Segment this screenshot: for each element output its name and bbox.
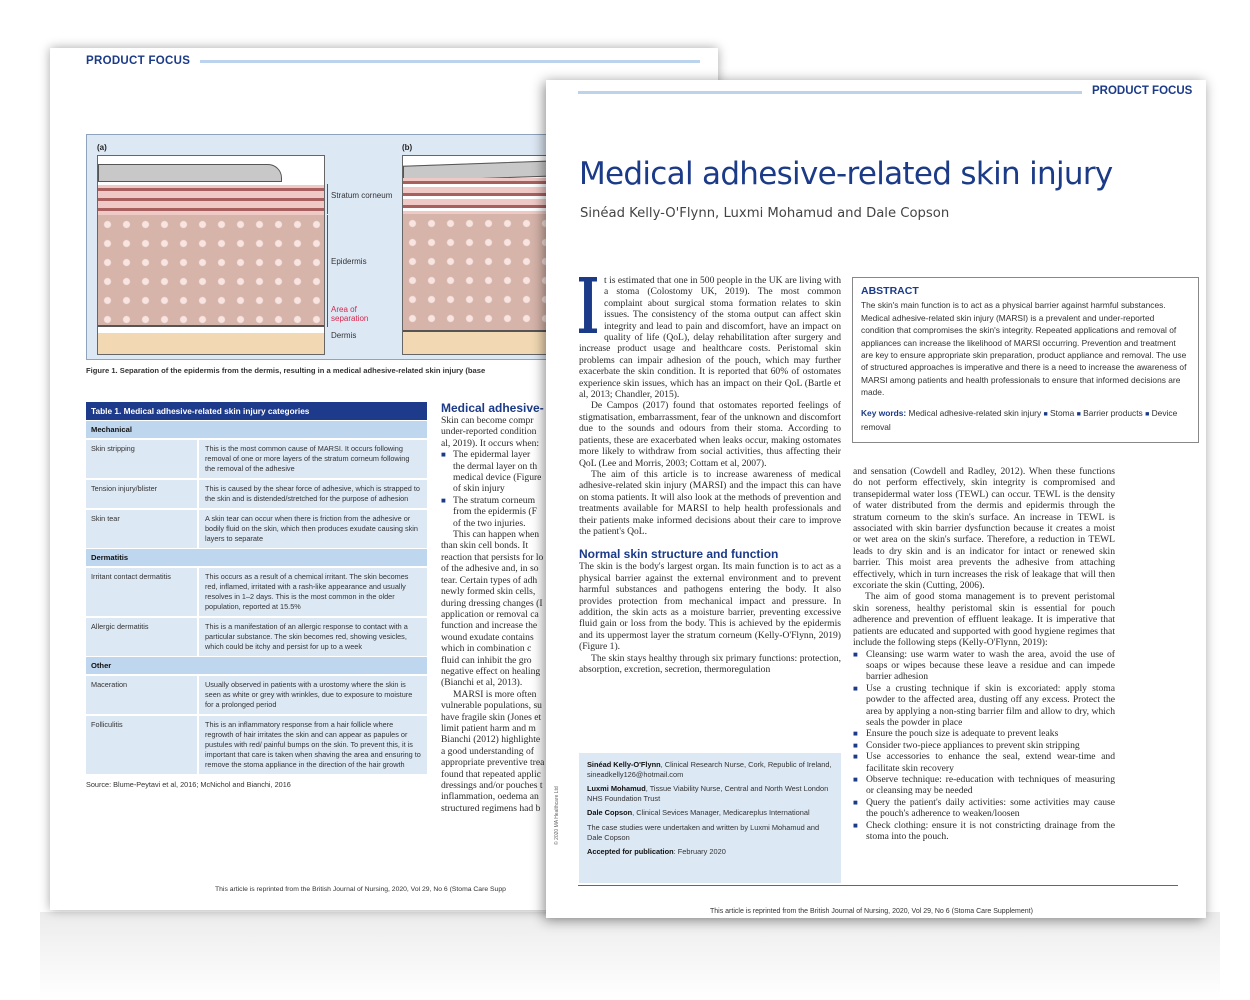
- table-category: Other: [86, 656, 427, 674]
- label-stratum-corneum: Stratum corneum: [331, 191, 393, 200]
- keywords: Key words: Medical adhesive-related skin injury ■ Stoma ■ Barrier products ■ Device removal: [861, 407, 1178, 433]
- table-row: Tension injury/blister This is caused by the shear force of adhesive, which is strapped to the skin and is distended/stretched for the purpose of adhesion: [86, 478, 427, 508]
- bullet-square-icon: ■: [1145, 410, 1150, 418]
- article-authors: Sinéad Kelly-O'Flynn, Luxmi Mohamud and Dale Copson: [580, 206, 950, 221]
- bullet-square-icon: ■: [853, 820, 858, 830]
- table-source: Source: Blume-Peytavi et al, 2016; McNichol and Bianchi, 2016: [86, 780, 291, 789]
- accepted-date: Accepted for publication: February 2020: [587, 847, 726, 857]
- bullet-item: ■ Consider two-piece appliances to prevent skin stripping: [853, 739, 1080, 751]
- front-column-1: [579, 275, 841, 675]
- table-row: Maceration Usually observed in patients with a urostomy where the skin is seen as white or grey with wrinkles, due to exposure to moisture for a prolonged period: [86, 674, 427, 714]
- table-title: Table 1. Medical adhesive-related skin injury categories: [86, 402, 427, 420]
- intro-text: [579, 275, 841, 537]
- bullet-item: ■ Query the patient's daily activities: some activities may cause the pouch's adherence to weaken/loosen: [853, 796, 1115, 820]
- article-title: Medical adhesive-related skin injury: [579, 156, 1113, 192]
- header-rule: [578, 91, 1082, 94]
- label-area-of-separation: Area of separation: [331, 305, 369, 323]
- body-text: The skin is the body's largest organ. Its main function is to act as a physical barrier against the external environment and to prevent harmful substances and pathogens entering the body. It also provides protection from mechanical impact and pressure. In addition, the skin acts as a moisture barrier, preventing excessive fluid gain or loss from the body. This is achieved by the epidermis and its uppermost layer the stratum corneum (Kelly-O'Flynn, 2019) (Figure 1). The skin stays healthy through six primary functions: protection, absorption, excretion, secretion, thermoregulation: [579, 561, 841, 675]
- author-entry: Luxmi Mohamud, Tissue Viability Nurse, Central and North West London NHS Foundation Trust: [587, 784, 829, 803]
- table-category: Dermatitis: [86, 548, 427, 566]
- bullet-item: ■ Cleansing: use warm water to wash the area, avoid the use of soaps or wipes because these leave a residue and can impede barrier adhesion: [853, 648, 1115, 683]
- body-text: Skin can become compr under-reported condition al, 2019). It occurs when: ■ The epidermal layer the dermal layer on th medical device (Figure of skin injury ■ The stratum corneum from the epidermis (F of the two injuries. This can happen when than skin cell bonds. It reaction that persists for lo of the adhesive and, in so tear. Certain types of adh newly formed skin cells, during dressing changes (I application or removal ca function and increase the wound exudate contains which in combination c fluid can inhibit the gro negative effect on healing (Bianchi et al, 2013). MARSI is more often vulnerable populations, su have fragile skin (Jones et limit patient harm and m Bianchi (2012) highlighte a good understanding of appropriate preventive trea found that repeated applic dressings and/or pouches t inflammation, oedema an structured regimens had b: [441, 415, 571, 814]
- panel-a-label: (a): [97, 143, 107, 152]
- table-row: Skin stripping This is the most common cause of MARSI. It occurs following removal of one or more layers of the stratum corneum following the removal of the adhesive: [86, 438, 427, 478]
- bullet-item: ■ Use accessories to enhance the seal, extend wear-time and facilitate skin recovery: [853, 751, 1115, 774]
- dropcap-letter: [579, 277, 597, 333]
- bullet-item: ■ The stratum corneum from the epidermis (F of the two injuries.: [441, 494, 537, 529]
- table-row: Allergic dermatitis This is a manifestation of an allergic response to contact with a particular substance. The skin becomes red, showing vesicles, which could be itchy and persist for up to a week: [86, 616, 427, 656]
- bullet-square-icon: ■: [853, 649, 858, 659]
- label-dermis: Dermis: [331, 331, 357, 340]
- bullet-item: ■ Observe technique: re-education with techniques of measuring or cleansing may be needed: [853, 773, 1115, 797]
- intro-paragraph: De Campos (2017) found that ostomates reported feelings of stigmatisation, embarrassment, fear of the unknown and discomfort due to the sounds and odours from their stoma. According to patients, these are exacerbated when leaks occur, making ostomates more likely to withdraw from social activities, thus affecting their QoL (Lee and Morris, 2003; Cottam et al, 2007).: [579, 400, 841, 469]
- panel-b-label: (b): [402, 143, 413, 152]
- epidermis-layer: [98, 215, 324, 327]
- intro-paragraph: t is estimated that one in 500 people in the UK are living with a stoma (Colostomy UK, 2019). The most common complaint about surgical stoma formation relates to skin issues. The consistency of the stoma output can affect skin integrity and lead to pain and discomfort, have an impact on quality of life (QoL), delay rehabilitation after surgery and increase product usage and healthcare costs. Peristomal skin problems can impair adhesion of the pouch, which may further exacerbate the skin condition. It is reported that 60% of ostomates experience skin issues, which has an impact on their QoL (Bartle et al, 2013; Chandler, 2015).: [579, 275, 841, 401]
- header-rule: [200, 60, 700, 63]
- bullet-square-icon: ■: [441, 495, 446, 505]
- bullet-square-icon: ■: [853, 729, 858, 739]
- bullet-square-icon: ■: [853, 683, 858, 693]
- section-label: PRODUCT FOCUS: [86, 55, 191, 67]
- bullet-square-icon: ■: [1043, 410, 1048, 418]
- bullet-item: ■ Check clothing: ensure it is not constricting drainage from the stoma into the pouch.: [853, 819, 1115, 842]
- section-heading: Normal skin structure and function: [579, 547, 779, 562]
- bullet-item: ■ Use a crusting technique if skin is excoriated: apply stoma powder to the affected area, dusting off any excess. Protect the area by applying a non-sting barrier film and allow to dry, which seals the powder in place: [853, 682, 1115, 728]
- table-1: [86, 402, 427, 789]
- author-entry: Dale Copson, Clinical Sevices Manager, Medicareplus International: [587, 808, 810, 818]
- figure-caption: Figure 1. Separation of the epidermis from the dermis, resulting in a medical adhesive-related skin injury (base: [86, 366, 486, 375]
- bullet-square-icon: ■: [853, 752, 858, 762]
- author-entry: Sinéad Kelly-O'Flynn, Clinical Research Nurse, Cork, Republic of Ireland, sineadkelly126@hotmail.com: [587, 760, 832, 779]
- skin-diagram-a: [97, 155, 325, 355]
- section-label: PRODUCT FOCUS: [1092, 85, 1193, 97]
- table-row: Folliculitis This is an inflammatory response from a hair follicle where regrowth of hair irritates the skin and can appear as papules or pustules with red/ painful bumps on the skin. To prevent this, it is important that care is taken when shaving the area and ensuring to remove the stoma appliance in the direction of the hair growth: [86, 714, 427, 774]
- table-row: Skin tear A skin tear can occur when there is friction from the adhesive or bodily fluid on the skin, which then produces exudate causing skin layers to separate: [86, 508, 427, 548]
- bullet-item: ■ Ensure the pouch size is adequate to prevent leaks: [853, 728, 1059, 740]
- adhesive-layer: [98, 164, 282, 182]
- bullet-square-icon: ■: [441, 450, 446, 460]
- case-study-note: The case studies were undertaken and written by Luxmi Mohamud and Dale Copson: [587, 822, 820, 842]
- bullet-square-icon: ■: [853, 797, 858, 807]
- table-category: Mechanical: [86, 420, 427, 438]
- section-heading: Medical adhesive-: [441, 401, 544, 415]
- bullet-square-icon: ■: [853, 740, 858, 750]
- dermis-layer: [98, 333, 324, 355]
- body-text: and sensation (Cowdell and Radley, 2012). When these functions do not perform effectively, skin integrity is compromised and transepidermal water loss (TEWL) can occur. TEWL is the density of water distributed from the dermis and epidermis through the stratum corneum to the skin's surface. An increase in TEWL is associated with skin barrier dysfunction because it creates a moist or wet area on the skin's surface. Therefore, a reduction in TEWL leads to dry skin and is an indicator for intact or renewed skin barrier. This moist area prevents the adhesive from attaching effectively, which in turn increases the risk of leakage that will then excoriate the skin (Cutting, 2006). The aim of good stoma management is to prevent peristomal skin soreness, healthy peristomal skin is essential for pouch adherence and prevention of effluent leakage. It is imperative that patients are educated and supported with good hygiene regimes that include the following steps (Kelly-O'Flynn, 2019): ■ Cleansing: use warm water to wash the area, avoid the use of soaps or wipes because these leave a residue and can impede barrier adhesion ■ Use a crusting technique if skin is excoriated: apply stoma powder to the affected area, dusting off any excess. Protect the area by applying a non-sting barrier film and allow to dry, which seals the powder in place ■ Ensure the pouch size is adequate to prevent leaks ■ Consider two-piece appliances to prevent skin stripping ■ Use accessories to enhance the seal, extend wear-time and facilitate skin recovery ■ Observe technique: re-education with techniques of measuring or cleansing may be needed ■ Query the patient's daily activities: some activities may cause the pouch's adherence to weaken/loosen ■ Check clothing: ensure it is not constricting drainage from the stoma into the pouch.: [853, 466, 1115, 842]
- stratum-corneum-layer: [98, 185, 324, 215]
- bullet-item: ■ The epidermal layer the dermal layer on th medical device (Figure of skin injury: [441, 449, 542, 495]
- abstract-box: [852, 277, 1199, 443]
- intro-paragraph: The aim of this article is to increase awareness of medical adhesive-related skin injury (MARSI) and the impact this can have on stoma patients. It will also look at the methods of prevention and treatments available for MARSI to help health professionals and their patients make informed decisions about their care to improve the patient's QoL.: [579, 468, 841, 537]
- page-footer: This article is reprinted from the British Journal of Nursing, 2020, Vol 29, No 6 (Stoma Care Supplement): [710, 908, 1033, 915]
- table-row: Irritant contact dermatitis This occurs as a result of a chemical irritant. The skin becomes red, inflamed, irritated with a rash-like appearance and usually resolves in 1–2 days. This is the most common in the older population, reported at 15.5%: [86, 566, 427, 616]
- front-page: [546, 80, 1206, 918]
- front-column-2: [853, 466, 1115, 842]
- page-reflection: [40, 912, 1220, 1000]
- bullet-square-icon: ■: [853, 774, 858, 784]
- copyright-notice: © 2020 MA Healthcare Ltd: [554, 786, 560, 845]
- author-info-box: [579, 753, 841, 883]
- page-footer: This article is reprinted from the British Journal of Nursing, 2020, Vol 29, No 6 (Stoma Care Supp: [215, 886, 506, 893]
- footer-rule: [578, 885, 1178, 886]
- bullet-square-icon: ■: [1076, 410, 1081, 418]
- abstract-text: The skin's main function is to act as a physical barrier against harmful substances. Medical adhesive-related skin injury (MARSI) is a prevalent and under-reported condition that compromises the skin's integrity. Repeated applications and removal of appliances can increase the likelihood of MARSI occurring. Prevention and treatment are key to ensure appropriate skin preparation, product appliance and removal. The use of structured approaches is imperative and there is a need to increase the awareness of MARSI among patients and health professionals to ensure that informed decisions are made.: [861, 300, 1187, 398]
- abstract-heading: ABSTRACT: [861, 285, 919, 297]
- label-epidermis: Epidermis: [331, 257, 367, 266]
